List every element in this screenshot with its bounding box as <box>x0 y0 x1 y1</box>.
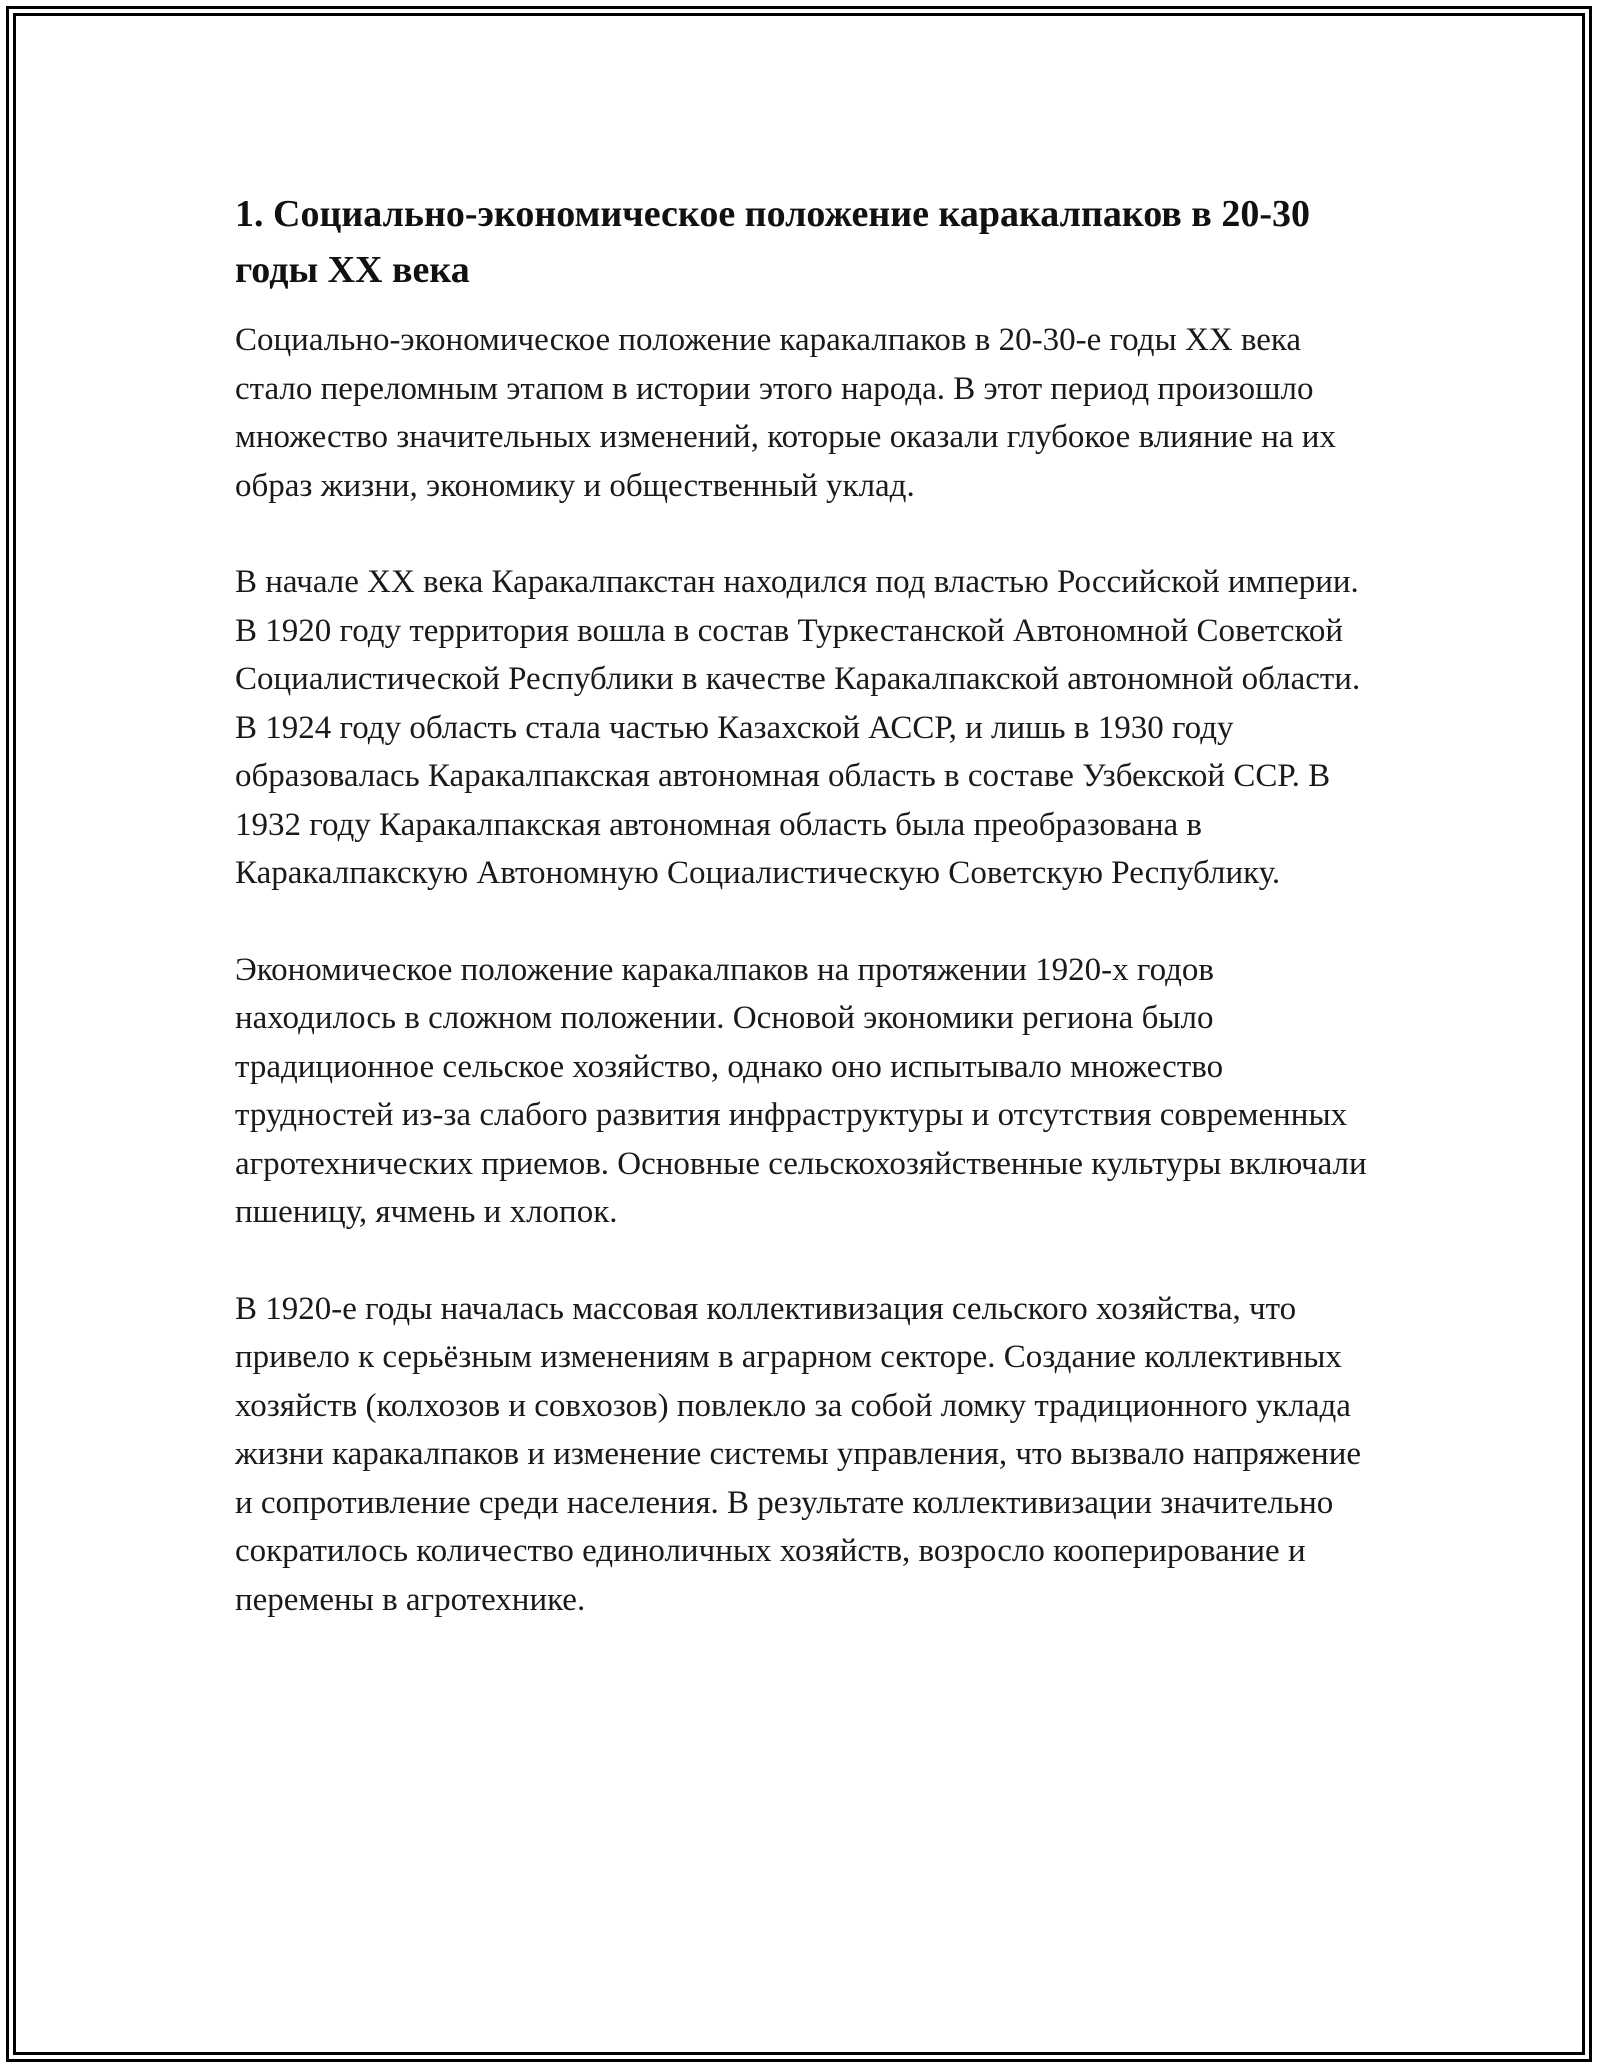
paragraph-economy: Экономическое положение каракалпаков на протяжении 1920-х годов находилось в сложном положении. Основой экономики региона было традиционное сельское хозяйство, однако оно испытывало множество трудностей из-за слабого развития инфраструктуры и отсутствия современных агротехнических приемов. Основные сельскохозяйственные культуры включали пшеницу, ячмень и хлопок. <box>235 951 1367 1230</box>
document-body <box>235 186 1375 1672</box>
paragraph-administrative-history: В начале XX века Каракалпакстан находился под властью Российской империи. В 1920 году территория вошла в состав Туркестанской Автономной Советской Социалистической Республики в качестве Каракалпакской автономной области. В 1924 году область стала частью Казахской АССР, и лишь в 1930 году образовалась Каракалпакская автономная область в составе Узбекской ССР. В 1932 году Каракалпакская автономная область была преобразована в Каракалпакскую Автономную Социалистическую Советскую Республику. <box>235 564 1361 891</box>
paragraph-collectivization: В 1920-е годы началась массовая коллективизация сельского хозяйства, что привело к серьёзным изменениям в аграрном секторе. Создание коллективных хозяйств (колхозов и совхозов) повлекло за собой ломку традиционного уклада жизни каракалпаков и изменение системы управления, что вызвало напряжение и сопротивление среди населения. В результате коллективизации значительно сократилось количество единоличных хозяйств, возросло кооперирование и перемены в агротехнике. <box>235 1290 1362 1618</box>
page-title: 1. Социально-экономическое положение каракалпаков в 20-30 годы XX века <box>235 193 1310 291</box>
paragraph-intro: Социально-экономическое положение каракалпаков в 20-30-е годы XX века стало переломным этапом в истории этого народа. В этот период произошло множество значительных изменений, которые оказали глубокое влияние на их образ жизни, экономику и общественный уклад. <box>235 322 1336 504</box>
